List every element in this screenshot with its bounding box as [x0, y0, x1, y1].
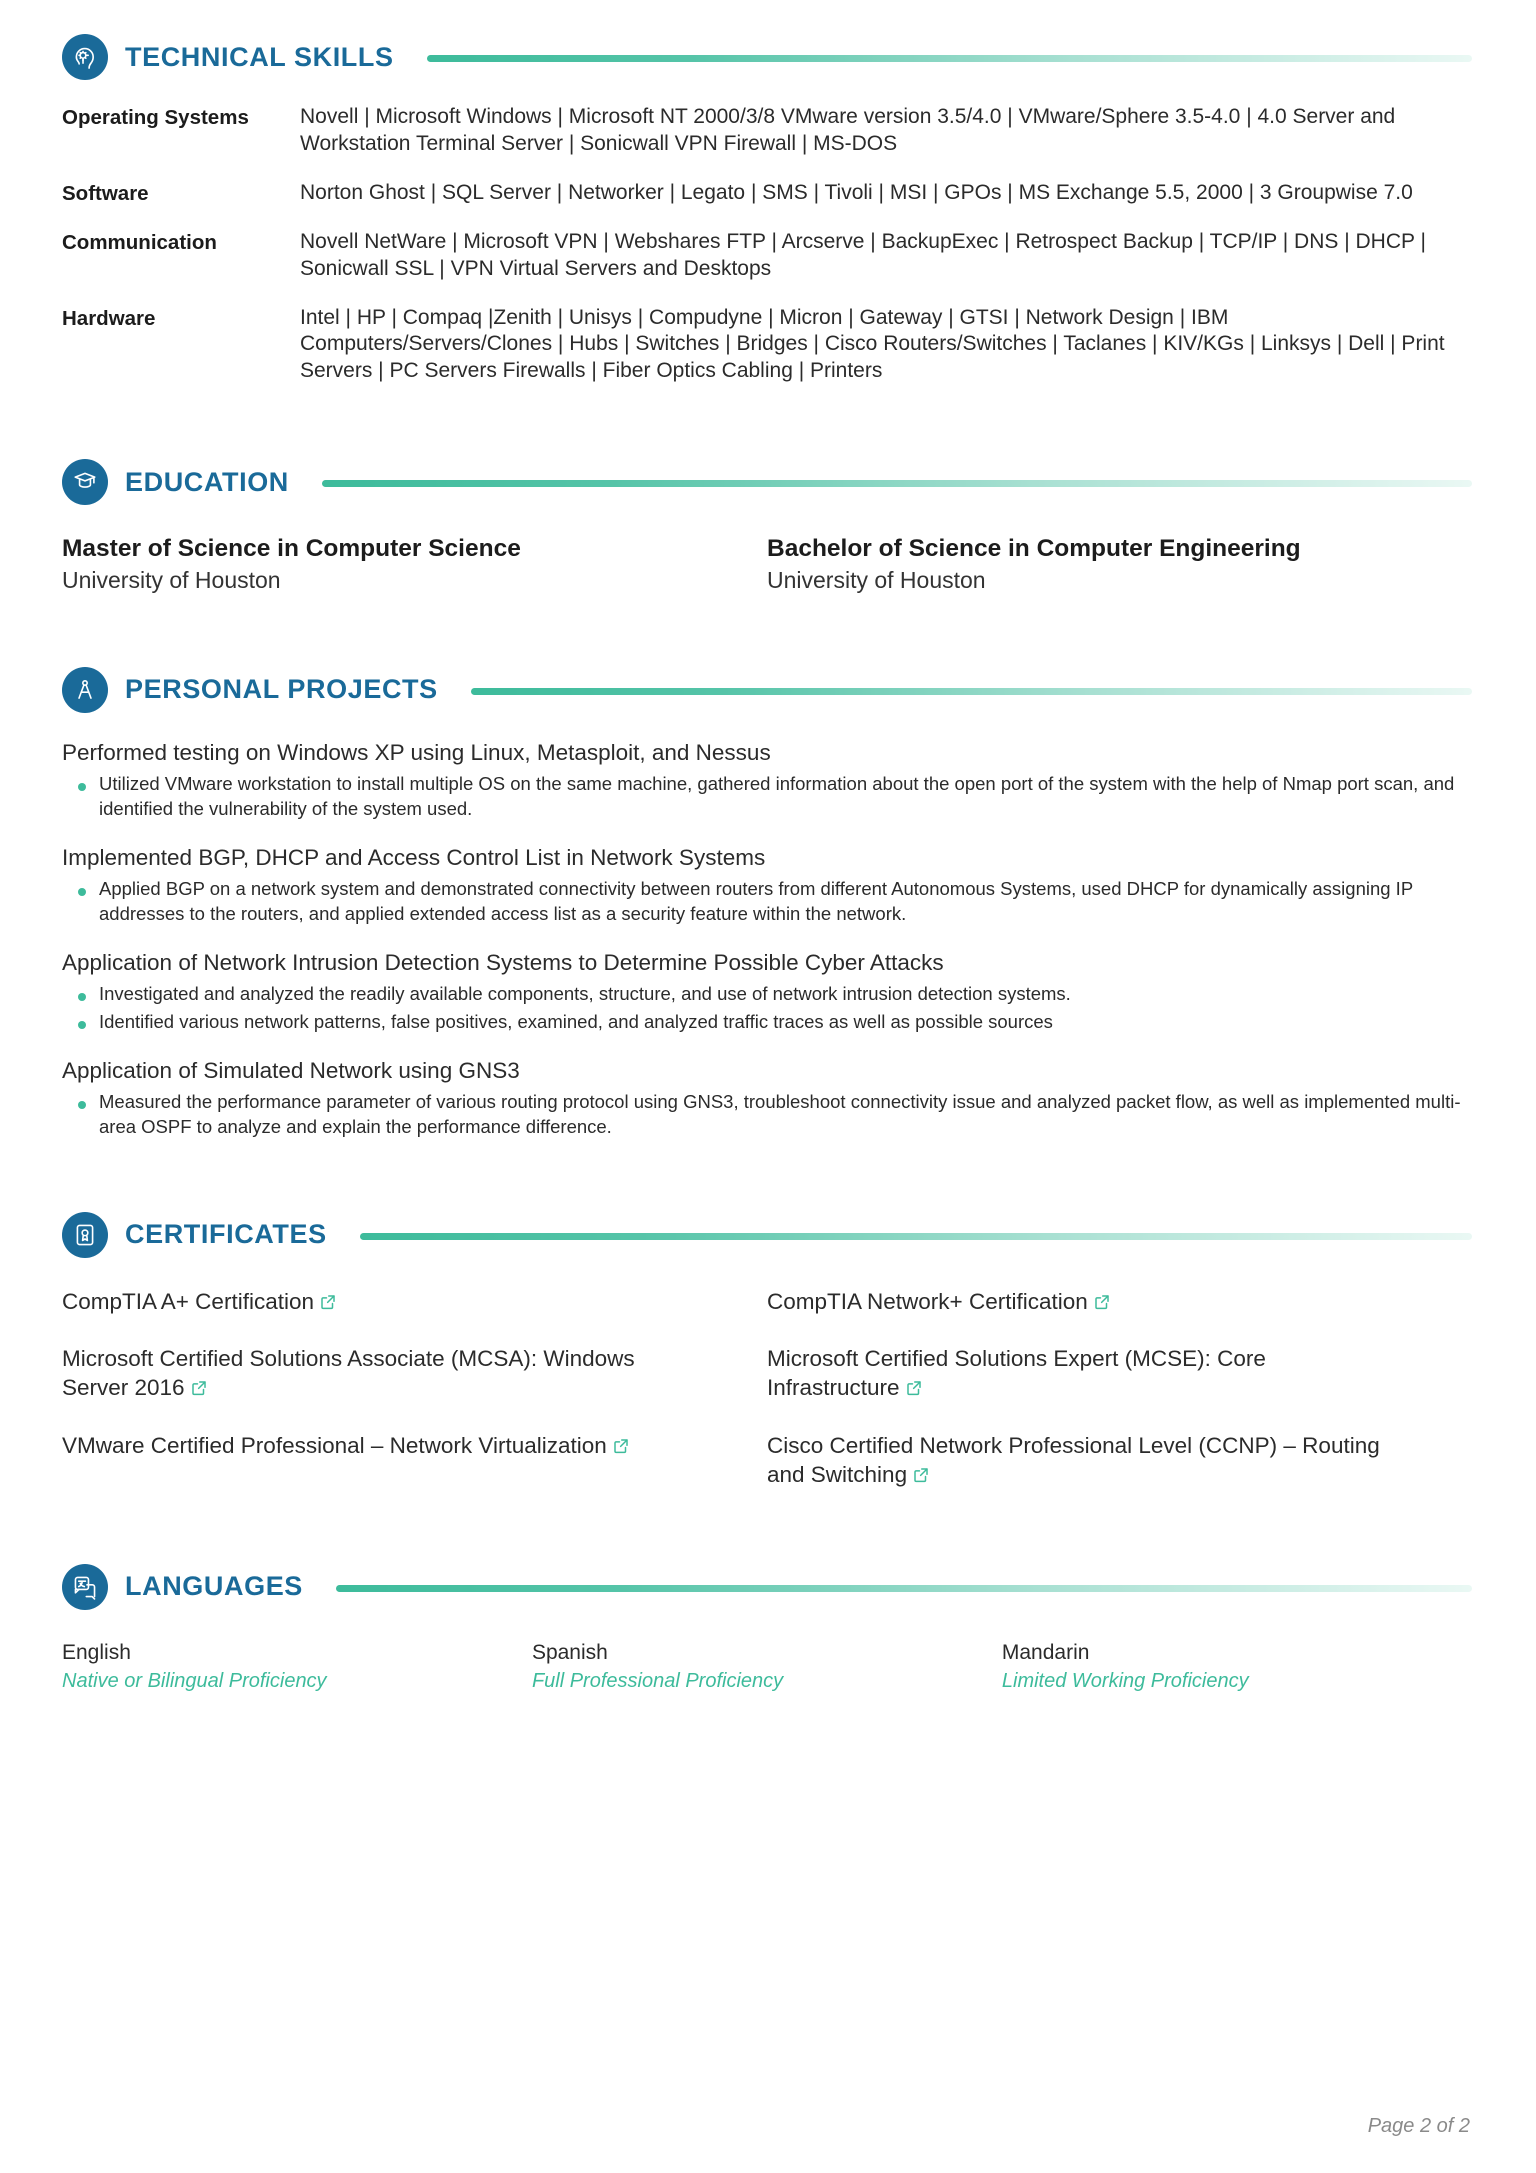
- languages-list: [62, 1640, 1472, 1693]
- bullet-dot-icon: [78, 1021, 86, 1029]
- certificate-item: [767, 1345, 1472, 1405]
- external-link-icon[interactable]: [319, 1290, 337, 1319]
- section-rule: [336, 1585, 1472, 1592]
- certificate-name: Microsoft Certified Solutions Associate (MCSA): Windows Server 2016: [62, 1346, 635, 1401]
- skill-row: [62, 104, 1472, 158]
- section-rule: [471, 688, 1472, 695]
- section-header-certificates: [62, 1212, 1472, 1258]
- skill-value: Intel | HP | Compaq |Zenith | Unisys | Compudyne | Micron | Gateway | GTSI | Network Design | IBM Computers/Servers/Clones | Hubs | Switches | Bridges | Cisco Routers/Switches | Taclanes | KIV/KGs | Linksys | Dell | Print Servers | PC Servers Firewalls | Fiber Optics Cabling | Printers: [300, 305, 1445, 383]
- section-rule: [322, 480, 1472, 487]
- bullet-dot-icon: [78, 993, 86, 1001]
- education-list: [62, 535, 1472, 595]
- section-title: PERSONAL PROJECTS: [125, 674, 438, 705]
- project-bullet-text: Measured the performance parameter of various routing protocol using GNS3, troubleshoot connectivity issue and analyzed packet flow, as well as implemented multi-area OSPF to analyze and explain the performance difference.: [99, 1091, 1461, 1137]
- external-link-icon[interactable]: [905, 1376, 923, 1405]
- skill-label: Operating Systems: [62, 106, 249, 129]
- section-rule: [427, 55, 1472, 62]
- section-header-personal-projects: [62, 667, 1472, 713]
- language-level: Limited Working Proficiency: [1001, 1669, 1249, 1692]
- project-title: Application of Simulated Network using GNS3: [62, 1057, 520, 1083]
- project-bullet-text: Applied BGP on a network system and demonstrated connectivity between routers from different Autonomous Systems, used DHCP for dynamically assigning IP addresses to the routers, and applied extended access list as a security feature within the network.: [99, 878, 1413, 925]
- skill-row: [62, 229, 1472, 283]
- section-header-education: [62, 459, 1472, 505]
- certificate-name: Cisco Certified Network Professional Level (CCNP) – Routing and Switching: [767, 1432, 1380, 1487]
- compass-drafting-icon: [62, 667, 108, 713]
- language-name: Spanish: [531, 1640, 608, 1664]
- bullet-dot-icon: [78, 783, 86, 791]
- bullet-dot-icon: [78, 1101, 86, 1109]
- project-item: [62, 844, 1472, 927]
- skill-row: [62, 305, 1472, 386]
- graduation-cap-icon: [62, 459, 108, 505]
- language-level: Native or Bilingual Proficiency: [62, 1669, 327, 1692]
- section-title: EDUCATION: [125, 466, 289, 497]
- project-bullet-text: Identified various network patterns, false positives, examined, and analyzed traffic traces as well as possible sources: [99, 1011, 1053, 1033]
- external-link-icon[interactable]: [190, 1376, 208, 1405]
- education-degree: Master of Science in Computer Science: [62, 535, 521, 563]
- section-personal-projects: [62, 667, 1472, 1140]
- certificate-item: [767, 1288, 1472, 1319]
- certificate-item: [62, 1432, 767, 1492]
- technical-skills-table: [62, 104, 1472, 385]
- certificate-item: [62, 1288, 767, 1319]
- section-title: TECHNICAL SKILLS: [125, 41, 394, 72]
- language-item: [62, 1640, 532, 1693]
- skill-label: Hardware: [62, 306, 156, 330]
- translate-icon: [62, 1564, 108, 1610]
- section-header-languages: [62, 1564, 1472, 1610]
- project-title: Application of Network Intrusion Detection Systems to Determine Possible Cyber Attacks: [62, 949, 944, 975]
- skill-value: Norton Ghost | SQL Server | Networker | Legato | SMS | Tivoli | MSI | GPOs | MS Exchange 5.5, 2000 | 3 Groupwise 7.0: [300, 180, 1413, 204]
- section-title: LANGUAGES: [125, 1571, 303, 1602]
- education-degree: Bachelor of Science in Computer Engineering: [767, 535, 1301, 563]
- education-item: [767, 535, 1472, 595]
- skill-label: Communication: [62, 230, 217, 254]
- language-name: English: [62, 1640, 131, 1664]
- project-bullet: [62, 877, 1472, 926]
- project-title: Implemented BGP, DHCP and Access Control List in Network Systems: [62, 844, 766, 870]
- skill-row: [62, 180, 1472, 207]
- section-languages: [62, 1564, 1472, 1693]
- project-title: Performed testing on Windows XP using Linux, Metasploit, and Nessus: [62, 739, 771, 765]
- skill-value: Novell NetWare | Microsoft VPN | Webshares FTP | Arcserve | BackupExec | Retrospect Backup | TCP/IP | DNS | DHCP | Sonicwall SSL | VPN Virtual Servers and Desktops: [300, 229, 1426, 280]
- certificate-name: VMware Certified Professional – Network Virtualization: [62, 1432, 607, 1458]
- external-link-icon[interactable]: [612, 1434, 630, 1463]
- projects-list: [62, 739, 1472, 1140]
- certificates-list: [62, 1288, 1472, 1492]
- section-rule: [360, 1233, 1472, 1240]
- project-item: [62, 739, 1472, 822]
- certificate-name: Microsoft Certified Solutions Expert (MCSE): Core Infrastructure: [767, 1346, 1266, 1401]
- section-education: [62, 459, 1472, 595]
- project-bullet: [62, 1010, 1472, 1035]
- head-gear-skills-icon: [62, 34, 108, 80]
- project-item: [62, 1057, 1472, 1140]
- external-link-icon[interactable]: [912, 1463, 930, 1492]
- certificate-name: CompTIA A+ Certification: [62, 1288, 314, 1314]
- project-bullet-text: Investigated and analyzed the readily available components, structure, and use of network intrusion detection systems.: [99, 983, 1071, 1005]
- education-school: University of Houston: [767, 567, 986, 594]
- project-bullet-text: Utilized VMware workstation to install multiple OS on the same machine, gathered information about the open port of the system with the help of Nmap port scan, and identified the vulnerability of the system used.: [99, 773, 1455, 820]
- external-link-icon[interactable]: [1093, 1290, 1111, 1319]
- page-number-footer: Page 2 of 2: [1367, 2115, 1470, 2137]
- section-certificates: [62, 1212, 1472, 1492]
- language-item: [1002, 1640, 1472, 1693]
- language-level: Full Professional Proficiency: [531, 1669, 784, 1692]
- language-name: Mandarin: [1001, 1640, 1090, 1664]
- project-bullet: [62, 982, 1472, 1007]
- project-bullet: [62, 772, 1472, 821]
- section-title: CERTIFICATES: [125, 1219, 327, 1250]
- project-item: [62, 949, 1472, 1035]
- education-school: University of Houston: [62, 567, 281, 594]
- certificate-badge-icon: [62, 1212, 108, 1258]
- bullet-dot-icon: [78, 888, 86, 896]
- certificate-item: [767, 1432, 1472, 1492]
- project-bullet: [62, 1090, 1472, 1139]
- skill-value: Novell | Microsoft Windows | Microsoft NT 2000/3/8 VMware version 3.5/4.0 | VMware/Sphere 3.5-4.0 | 4.0 Server and Workstation Terminal Server | Sonicwall VPN Firewall | MS-DOS: [300, 105, 1396, 155]
- certificate-item: [62, 1345, 767, 1405]
- skill-label: Software: [62, 181, 149, 205]
- language-item: [532, 1640, 1002, 1693]
- education-item: [62, 535, 767, 595]
- certificate-name: CompTIA Network+ Certification: [767, 1288, 1088, 1314]
- section-header-technical-skills: [62, 34, 1472, 80]
